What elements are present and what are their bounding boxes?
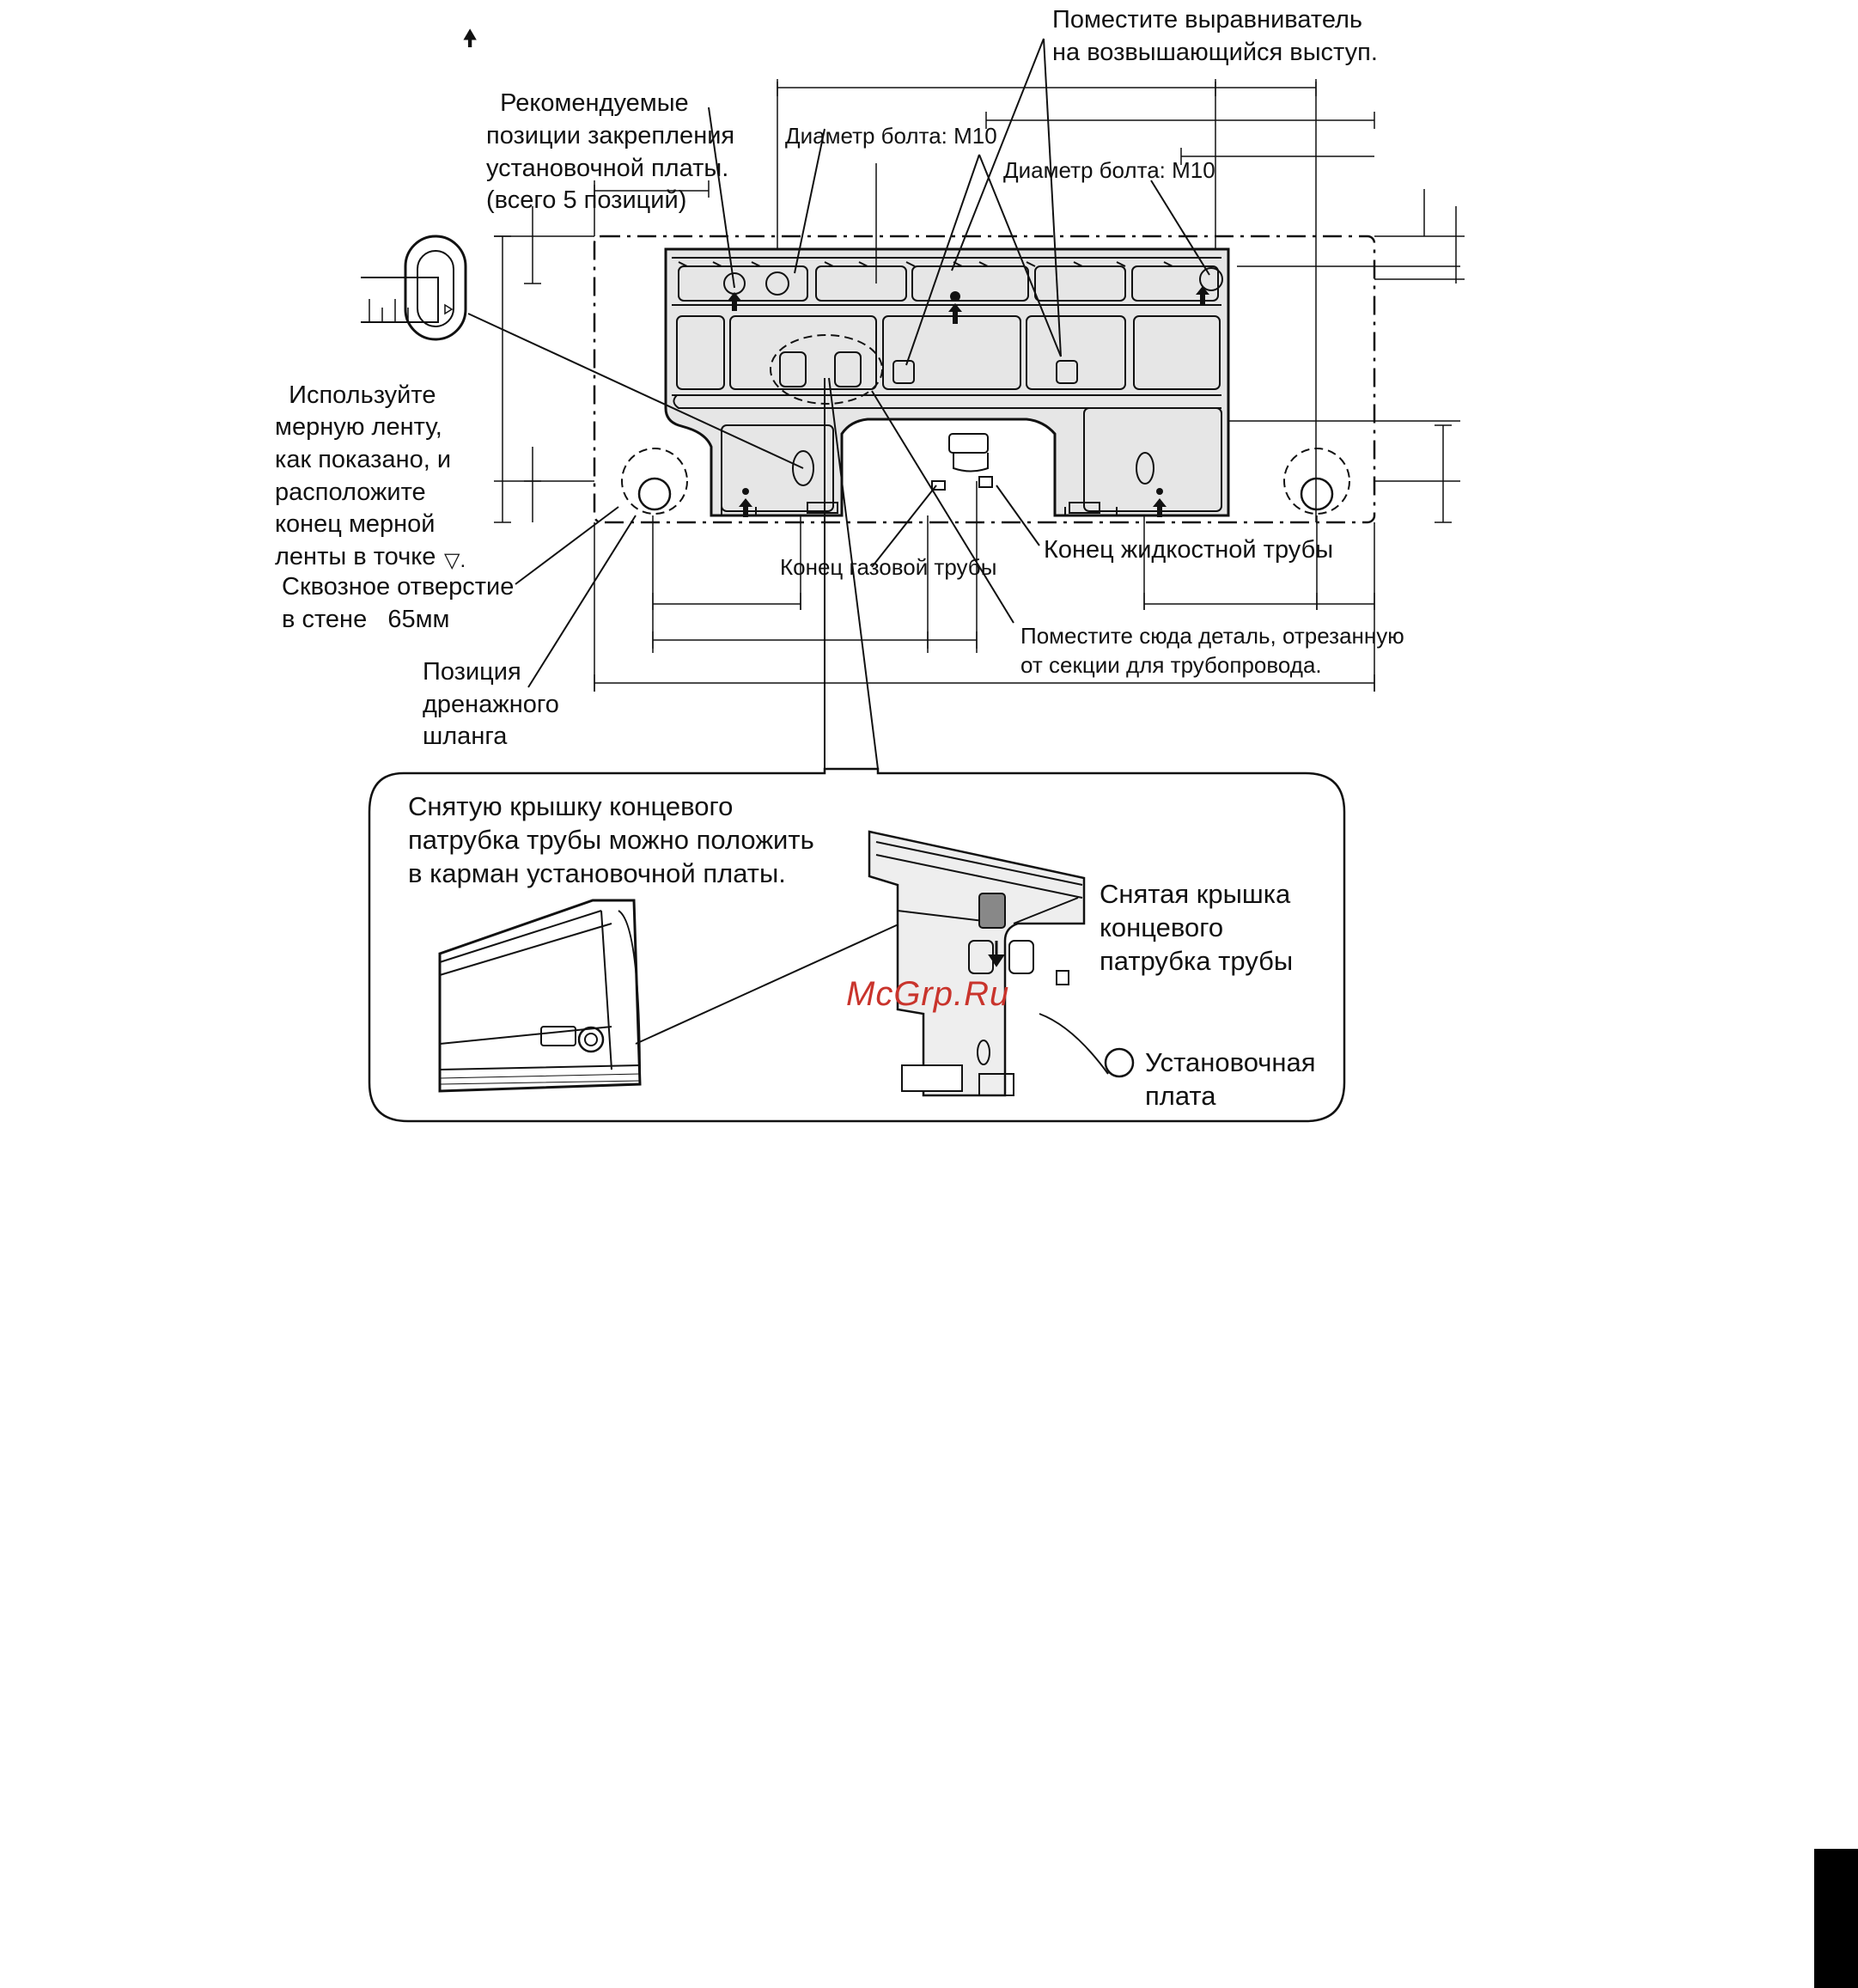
through-hole-label: Сквозное отверстие в стене 65мм: [282, 573, 515, 633]
watermark: McGrp.Ru: [846, 975, 1010, 1013]
tape-measure-label: Используйте мерную ленту, как показано, и расположите конец мерной ленты в точке ▽.: [275, 347, 451, 574]
page-edge-tab: [1814, 1849, 1858, 1988]
liquid-pipe-label: Конец жидкостной трубы: [1044, 536, 1334, 564]
mounting-plate-label: Установочная плата: [1145, 1047, 1316, 1111]
inset-caption: Снятую крышку концевого патрубка трубы можно положить в карман установочной платы.: [408, 791, 814, 888]
arrow-up-icon: 🠝: [462, 25, 478, 52]
mounting-plate-symbol: [1106, 1049, 1133, 1076]
bolt-diameter-label-1: Диаметр болта: M10: [785, 123, 997, 149]
removed-cover-label: Снятая крышка концевого патрубка трубы: [1100, 879, 1294, 976]
bolt-diameter-label-2: Диаметр болта: M10: [1003, 157, 1215, 183]
mounting-plate: [666, 249, 1228, 515]
cut-part-label: Поместите сюда деталь, отрезанную от секции для трубопровода.: [1020, 623, 1404, 678]
drain-hose-label: Позиция дренажного шланга: [423, 658, 559, 751]
leveler-label: Поместите выравниватель на возвышающийся выступ.: [1052, 6, 1378, 66]
gas-pipe-label: Конец газовой трубы: [780, 554, 997, 580]
tape-end-mark: ▽.: [444, 548, 466, 572]
recommended-positions-label: 🠝 Рекомендуемые позиции закрепления установочной платы. (всего 5 позиций): [462, 25, 735, 215]
